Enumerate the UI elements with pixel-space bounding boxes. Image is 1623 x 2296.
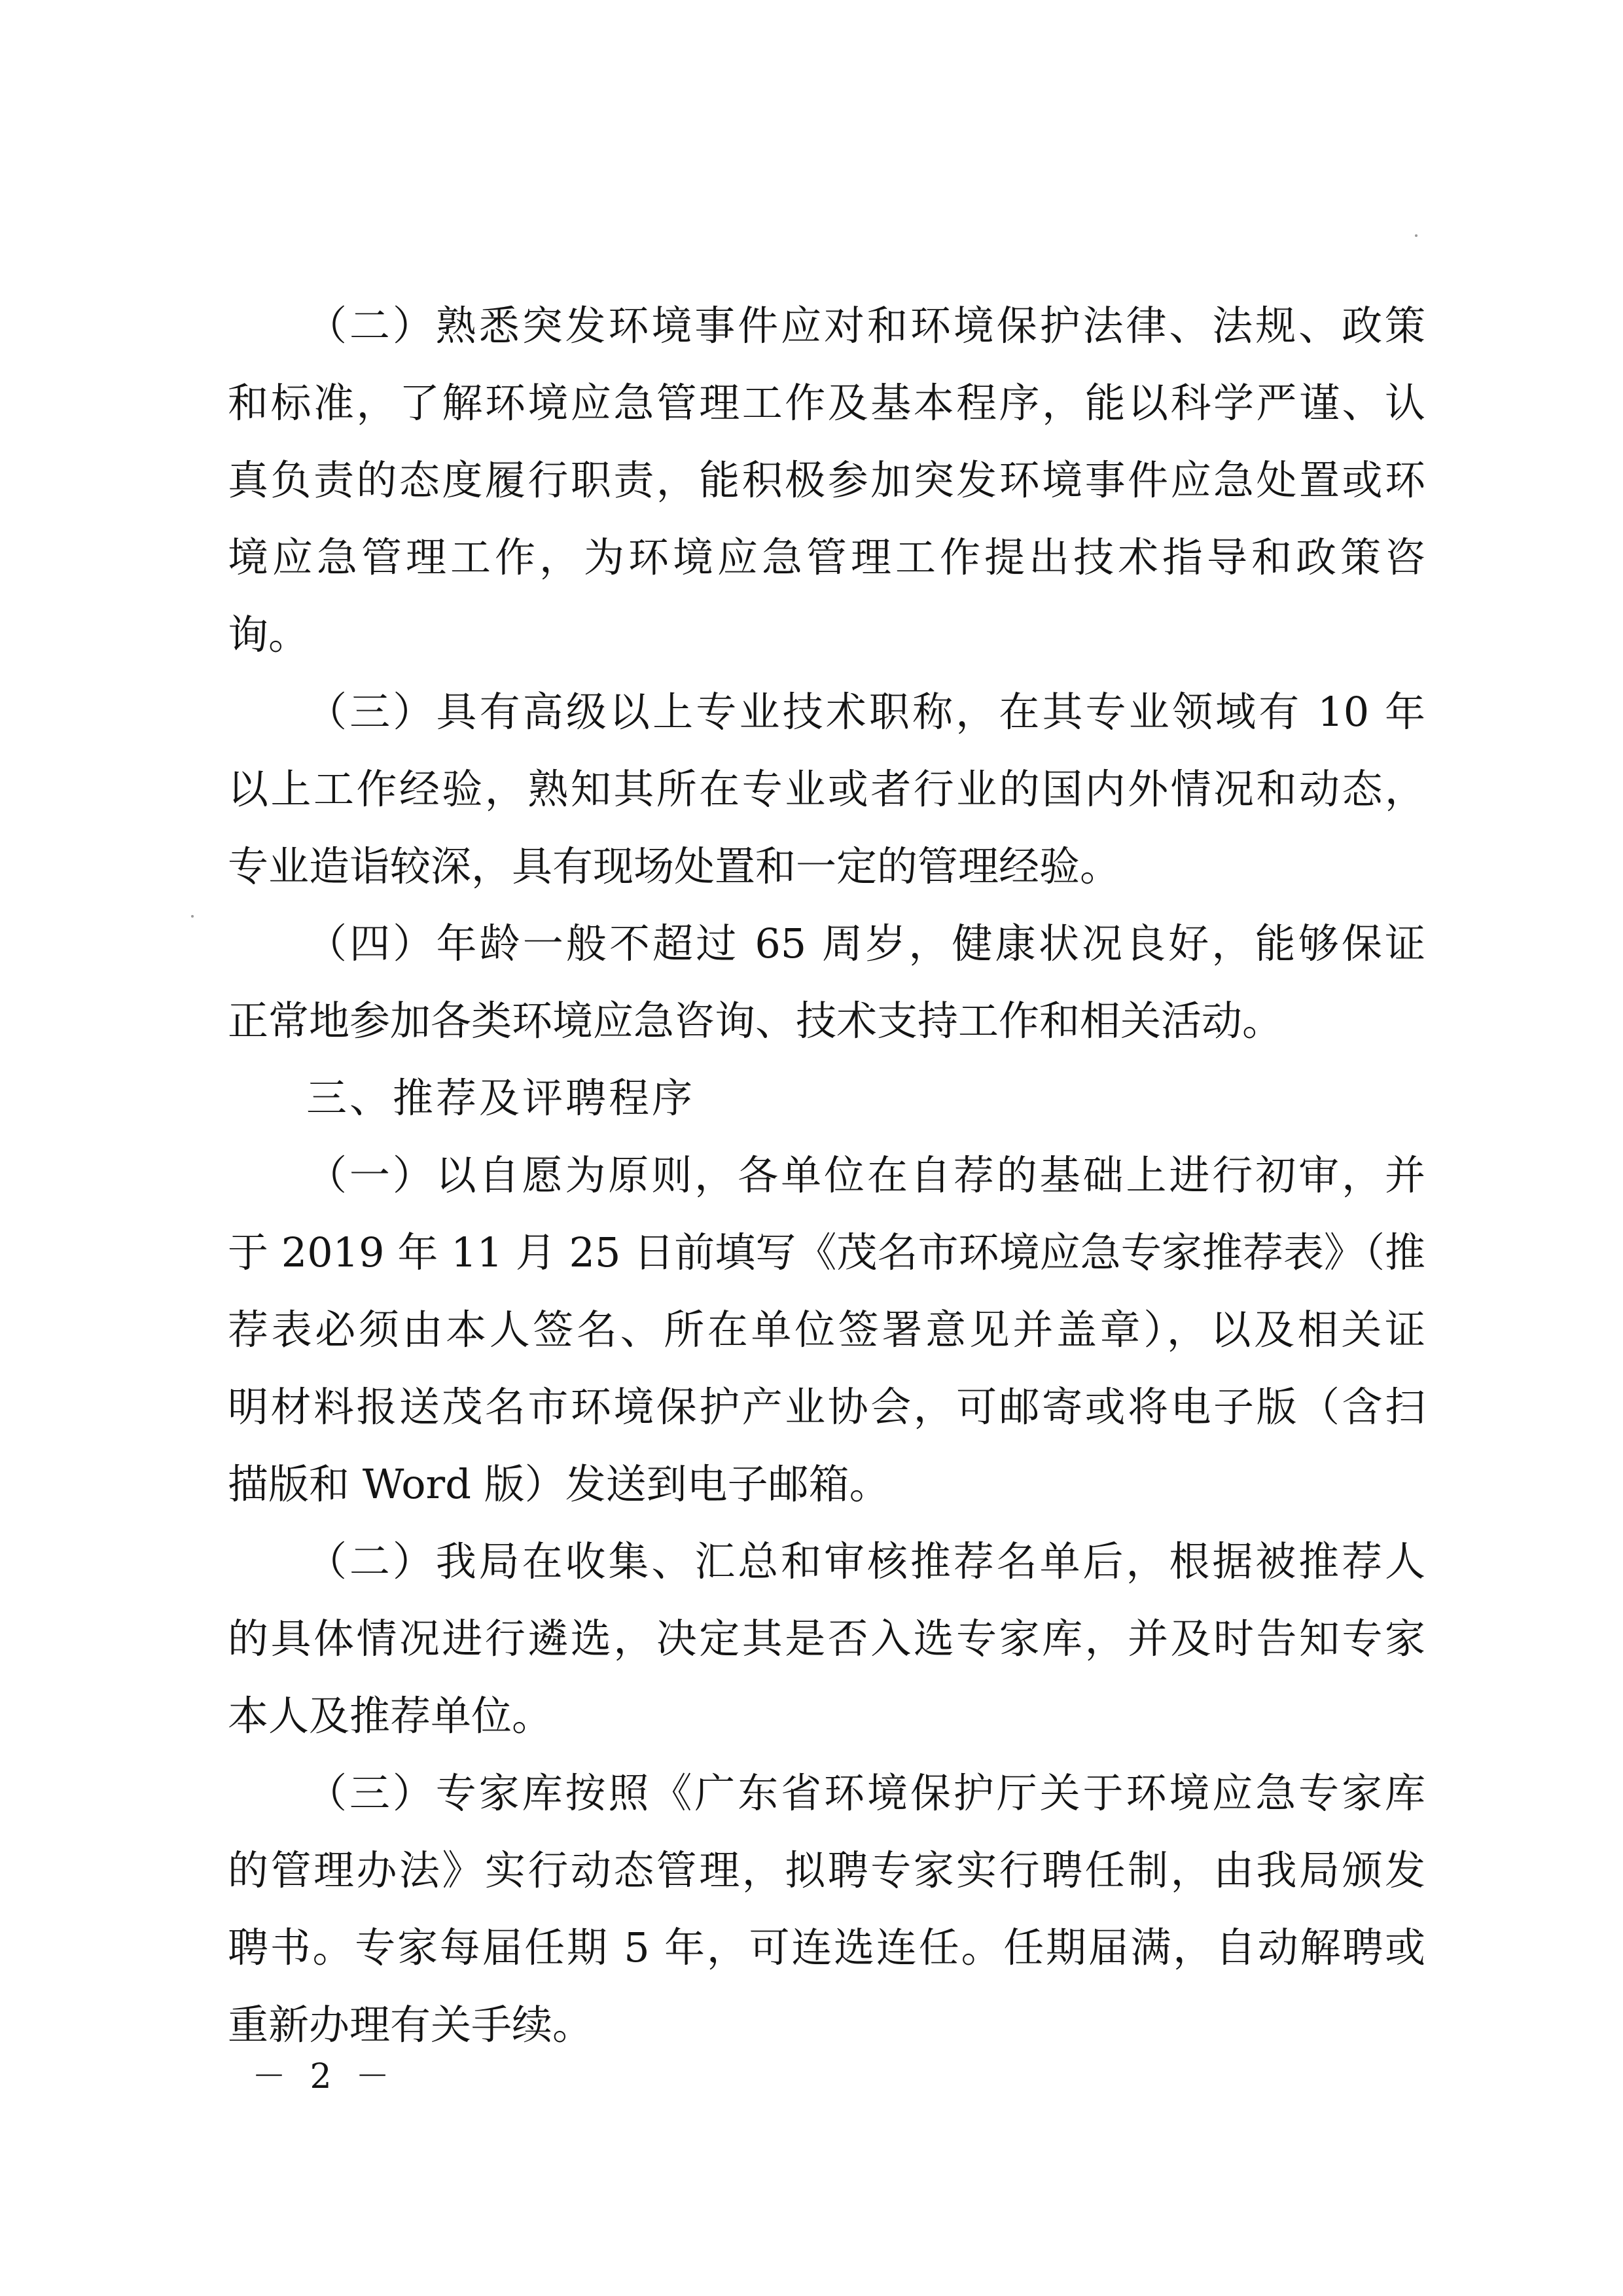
scan-speck	[1415, 234, 1418, 237]
paragraph-line: （三）具有高级以上专业技术职称，在其专业领域有 10 年	[306, 688, 1425, 736]
paragraph-line: 于 2019 年 11 月 25 日前填写《茂名市环境应急专家推荐表》（推	[228, 1229, 1425, 1276]
paragraph-line: 描版和 Word 版）发送到电子邮箱。	[228, 1460, 890, 1508]
paragraph-line: 真负责的态度履行职责，能积极参加突发环境事件应急处置或环	[228, 456, 1425, 504]
paragraph-line: （一）以自愿为原则，各单位在自荐的基础上进行初审，并	[306, 1151, 1425, 1199]
paragraph-line: （三）专家库按照《广东省环境保护厅关于环境应急专家库	[306, 1769, 1425, 1817]
section-heading: 三、推荐及评聘程序	[306, 1074, 696, 1122]
paragraph-line: （二）熟悉突发环境事件应对和环境保护法律、法规、政策	[306, 302, 1425, 350]
paragraph-line: 荐表必须由本人签名、所在单位签署意见并盖章），以及相关证	[228, 1306, 1425, 1354]
paragraph-line: 正常地参加各类环境应急咨询、技术支持工作和相关活动。	[228, 997, 1283, 1045]
paragraph-line: 以上工作经验，熟知其所在专业或者行业的国内外情况和动态，	[228, 765, 1425, 813]
scan-speck	[191, 915, 194, 918]
paragraph-line: 本人及推荐单位。	[228, 1692, 553, 1740]
paragraph-line: （二）我局在收集、汇总和审核推荐名单后，根据被推荐人	[306, 1537, 1425, 1585]
paragraph-line: 询。	[228, 611, 310, 658]
page-number: － 2 －	[252, 2057, 397, 2096]
paragraph-line: 重新办理有关手续。	[228, 2001, 594, 2049]
paragraph-line: 和标准，了解环境应急管理工作及基本程序，能以科学严谨、认	[228, 379, 1425, 427]
paragraph-line: 明材料报送茂名市环境保护产业协会，可邮寄或将电子版（含扫	[228, 1383, 1425, 1431]
paragraph-line: 的管理办法》实行动态管理，拟聘专家实行聘任制，由我局颁发	[228, 1846, 1425, 1894]
paragraph-line: 专业造诣较深，具有现场处置和一定的管理经验。	[228, 842, 1121, 890]
paragraph-line: 境应急管理工作，为环境应急管理工作提出技术指导和政策咨	[228, 533, 1425, 581]
paragraph-line: 的具体情况进行遴选，决定其是否入选专家库，并及时告知专家	[228, 1615, 1425, 1662]
paragraph-line: （四）年龄一般不超过 65 周岁，健康状况良好，能够保证	[306, 920, 1425, 967]
paragraph-line: 聘书。专家每届任期 5 年，可连选连任。任期届满，自动解聘或	[228, 1924, 1425, 1971]
